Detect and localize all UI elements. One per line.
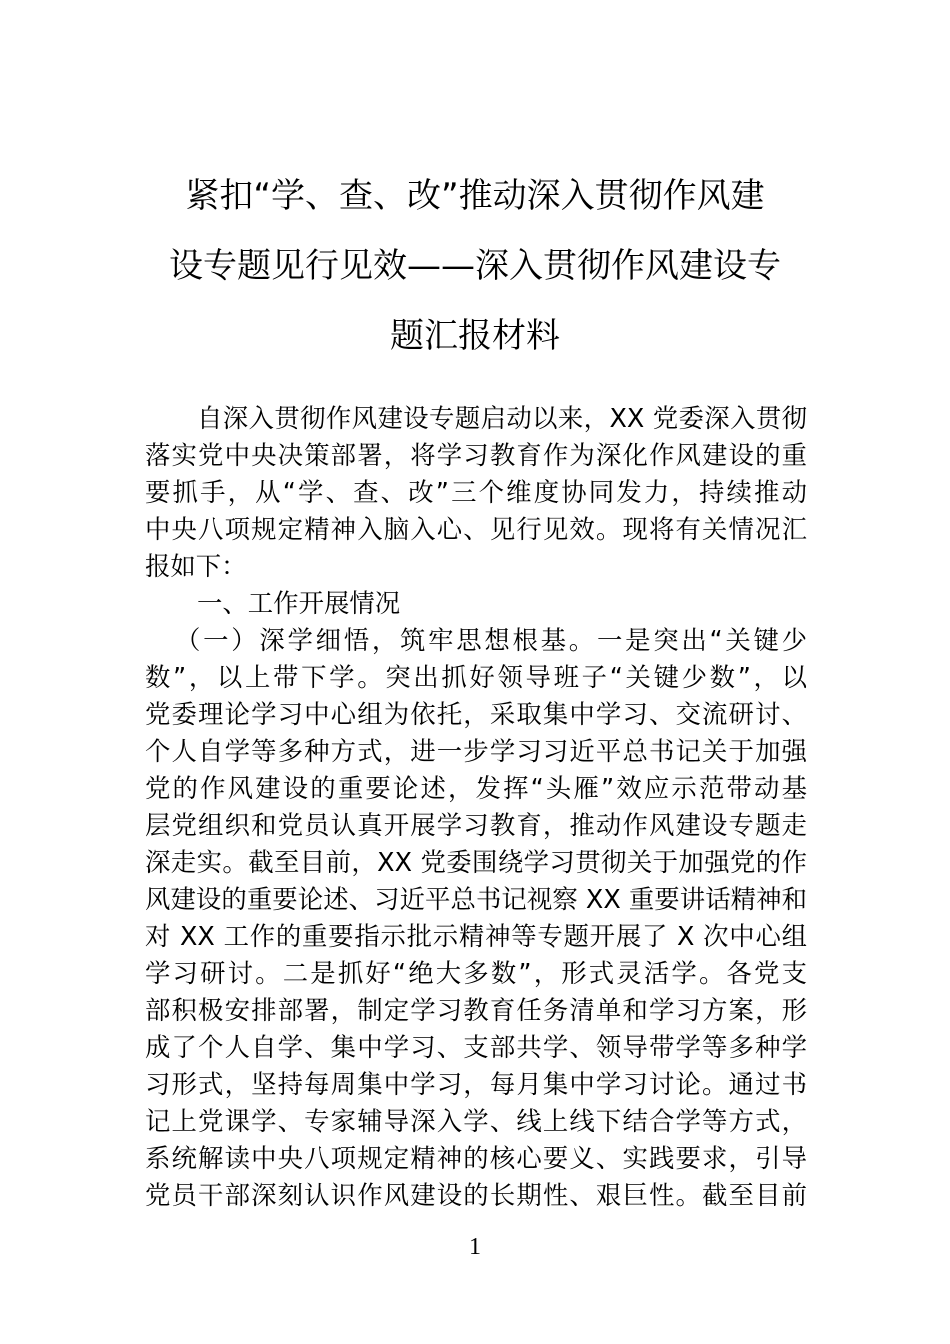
title-line: 紧扣“学、查、改”推动深入贯彻作风建 [185, 176, 765, 216]
paragraph-line: 风建设的重要论述、习近平总书记视察 XX 重要讲话精神和 [145, 884, 807, 914]
document-body [145, 400, 807, 1214]
paragraph-line: 要抓手，从“学、查、改”三个维度协同发力，持续推动 [145, 477, 807, 507]
paragraph-line: 部积极安排部署，制定学习教育任务清单和学习方案，形 [145, 995, 807, 1025]
paragraph-line: 习形式，坚持每周集中学习，每月集中学习讨论。通过书 [145, 1069, 807, 1099]
paragraph-line: 成了个人自学、集中学习、支部共学、领导带学等多种学 [145, 1032, 807, 1062]
paragraph-line: 记上党课学、专家辅导深入学、线上线下结合学等方式， [145, 1106, 807, 1136]
page-number: 1 [469, 1234, 481, 1260]
paragraph-line: 党委理论学习中心组为依托，采取集中学习、交流研讨、 [145, 699, 807, 729]
paragraph-line: 自深入贯彻作风建设专题启动以来，XX 党委深入贯彻 [197, 403, 807, 433]
paragraph-line: 对 XX 工作的重要指示批示精神等专题开展了 X 次中心组 [145, 921, 807, 951]
paragraph-line: 数”，以上带下学。突出抓好领导班子“关键少数”，以 [145, 662, 807, 692]
paragraph-line: 中央八项规定精神入脑入心、见行见效。现将有关情况汇 [145, 514, 807, 544]
paragraph-line: 党员干部深刻认识作风建设的长期性、艰巨性。截至目前 [145, 1180, 807, 1210]
paragraph-line: 系统解读中央八项规定精神的核心要义、实践要求，引导 [145, 1143, 807, 1173]
paragraph-line: 落实党中央决策部署，将学习教育作为深化作风建设的重 [145, 440, 807, 470]
paragraph-line: 报如下： [145, 551, 247, 581]
title-line: 题汇报材料 [390, 316, 560, 356]
paragraph-line: 党的作风建设的重要论述，发挥“头雁”效应示范带动基 [145, 773, 807, 803]
title-line: 设专题见行见效——深入贯彻作风建设专 [169, 246, 781, 286]
paragraph-line: 个人自学等多种方式，进一步学习习近平总书记关于加强 [145, 736, 807, 766]
paragraph-line: 深走实。截至目前，XX 党委围绕学习贯彻关于加强党的作 [145, 847, 807, 877]
paragraph-line: （一）深学细悟，筑牢思想根基。一是突出“关键少 [175, 625, 807, 655]
section-heading: 一、工作开展情况 [197, 588, 401, 618]
document-title [150, 170, 800, 380]
paragraph-line: 层党组织和党员认真开展学习教育，推动作风建设专题走 [145, 810, 807, 840]
paragraph-line: 学习研讨。二是抓好“绝大多数”，形式灵活学。各党支 [145, 958, 807, 988]
